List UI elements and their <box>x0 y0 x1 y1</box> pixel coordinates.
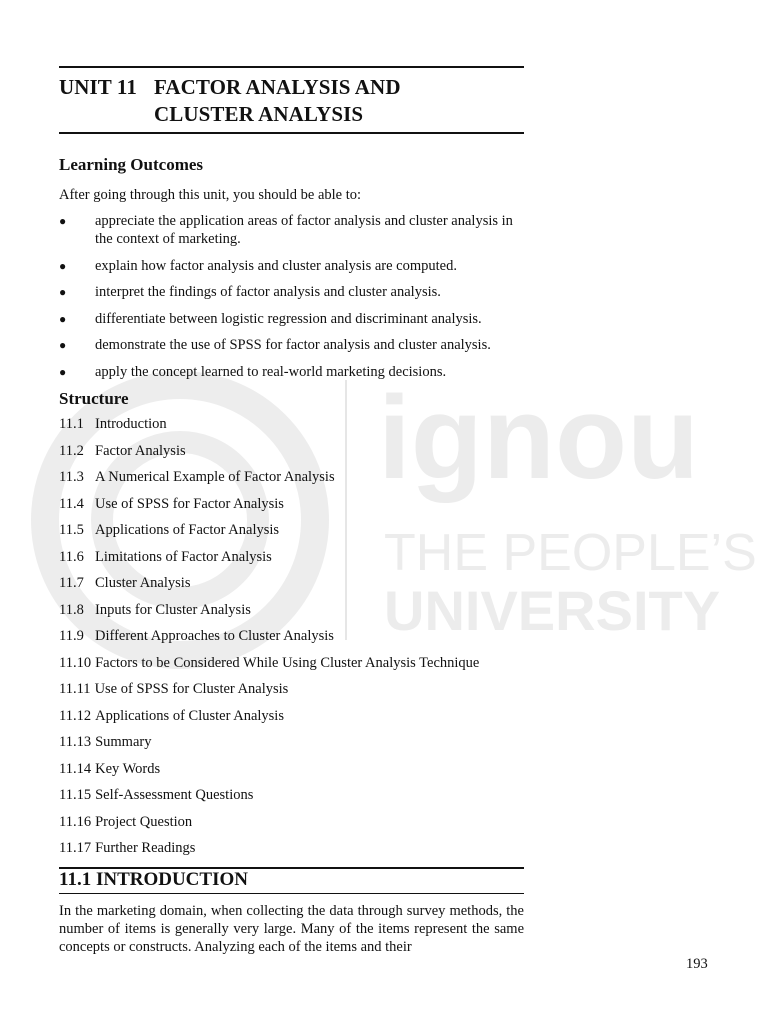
outcome-text: apply the concept learned to real-world marketing decisions. <box>95 363 447 380</box>
structure-item-number: 11.6 <box>59 548 84 565</box>
watermark-line1: THE PEOPLE’S <box>384 524 757 582</box>
structure-item <box>59 813 479 840</box>
structure-item <box>59 654 479 681</box>
structure-item <box>59 548 479 575</box>
structure-item <box>59 601 479 628</box>
structure-item-title: Limitations of Factor Analysis <box>95 548 272 565</box>
unit-number: UNIT 11 <box>59 75 137 99</box>
structure-item-title: Applications of Cluster Analysis <box>95 707 284 724</box>
structure-item-title: Cluster Analysis <box>95 575 191 591</box>
learning-outcomes-heading: Learning Outcomes <box>59 155 204 174</box>
unit-title <box>59 74 401 128</box>
bullet-icon: ● <box>59 258 67 273</box>
outcome-text: explain how factor analysis and cluster analysis are computed. <box>95 257 457 274</box>
structure-item <box>59 839 479 866</box>
structure-item-title: Self-Assessment Questions <box>95 787 254 803</box>
structure-item <box>59 495 479 522</box>
structure-item-number: 11.12 <box>59 707 92 724</box>
bullet-icon: ● <box>59 338 67 352</box>
bullet-icon: ● <box>59 311 67 326</box>
structure-item-title: Use of SPSS for Factor Analysis <box>95 495 284 512</box>
learning-outcomes-intro: After going through this unit, you should be able to: <box>59 187 362 203</box>
structure-item <box>59 627 479 654</box>
structure-item-number: 11.10 <box>59 654 92 671</box>
structure-item-title: Use of SPSS for Cluster Analysis <box>94 681 289 697</box>
outcome-item <box>59 310 529 328</box>
structure-item-number: 11.17 <box>59 840 92 856</box>
unit-title-line1: FACTOR ANALYSIS AND <box>154 75 401 99</box>
watermark-line2: UNIVERSITY <box>384 579 721 642</box>
structure-item-title: Introduction <box>95 416 167 432</box>
structure-item-title: Summary <box>95 734 152 750</box>
structure-item-number: 11.1 <box>59 416 84 432</box>
outcome-item <box>59 336 529 354</box>
outcome-text: interpret the findings of factor analysis and cluster analysis. <box>95 284 441 300</box>
structure-item-number: 11.5 <box>59 522 84 538</box>
structure-item <box>59 707 479 734</box>
structure-item-number: 11.13 <box>59 734 92 750</box>
outcome-item <box>59 363 529 381</box>
structure-item-number: 11.14 <box>59 760 92 777</box>
structure-item <box>59 786 479 813</box>
structure-item-title: A Numerical Example of Factor Analysis <box>95 469 335 485</box>
structure-item-title: Different Approaches to Cluster Analysis <box>95 628 334 644</box>
structure-item <box>59 415 479 442</box>
structure-item <box>59 574 479 601</box>
bullet-icon: ● <box>59 364 67 379</box>
structure-item-title: Factors to be Considered While Using Cluster Analysis Technique <box>95 654 480 671</box>
bullet-icon: ● <box>59 214 67 228</box>
structure-item-number: 11.4 <box>59 495 84 512</box>
structure-item-number: 11.9 <box>59 628 84 644</box>
structure-item-title: Inputs for Cluster Analysis <box>95 601 251 618</box>
outcome-text: appreciate the application areas of factor analysis and cluster analysis in the context of marketing. <box>95 213 513 247</box>
learning-outcomes-list <box>59 212 529 389</box>
structure-item-title: Key Words <box>95 760 161 777</box>
structure-item-number: 11.8 <box>59 601 84 618</box>
structure-item-title: Further Readings <box>95 840 196 856</box>
structure-item-title: Factor Analysis <box>95 442 186 459</box>
structure-item-title: Project Question <box>95 813 193 830</box>
structure-item-number: 11.16 <box>59 813 92 830</box>
outcome-item <box>59 257 529 275</box>
page-number: 193 <box>686 956 708 972</box>
introduction-heading: 11.1 INTRODUCTION <box>59 869 248 890</box>
structure-item <box>59 733 479 760</box>
outcome-text: differentiate between logistic regression and discriminant analysis. <box>95 310 482 327</box>
unit-title-line2: CLUSTER ANALYSIS <box>154 102 364 126</box>
structure-item <box>59 442 479 469</box>
structure-list <box>59 415 479 866</box>
watermark-brand: ignou <box>378 372 700 504</box>
structure-item-number: 11.3 <box>59 469 84 485</box>
title-top-rule <box>59 66 524 68</box>
bullet-icon: ● <box>59 285 67 299</box>
outcome-text: demonstrate the use of SPSS for factor analysis and cluster analysis. <box>95 337 491 353</box>
structure-item-number: 11.11 <box>59 681 91 697</box>
structure-heading: Structure <box>59 389 129 408</box>
title-bottom-rule <box>59 132 524 134</box>
introduction-paragraph: In the marketing domain, when collecting the data through survey methods, the number of items is generally very large. Many of the items represent the same concepts or constructs. Analyzing each of the items and their <box>59 903 524 955</box>
structure-item <box>59 760 479 787</box>
structure-item-title: Applications of Factor Analysis <box>95 522 280 538</box>
outcome-item <box>59 283 529 301</box>
structure-item <box>59 468 479 495</box>
intro-bottom-rule <box>59 893 524 894</box>
structure-item-number: 11.7 <box>59 575 84 591</box>
structure-item <box>59 680 479 707</box>
structure-item <box>59 521 479 548</box>
structure-item-number: 11.15 <box>59 787 92 803</box>
outcome-item <box>59 212 529 248</box>
structure-item-number: 11.2 <box>59 442 84 459</box>
